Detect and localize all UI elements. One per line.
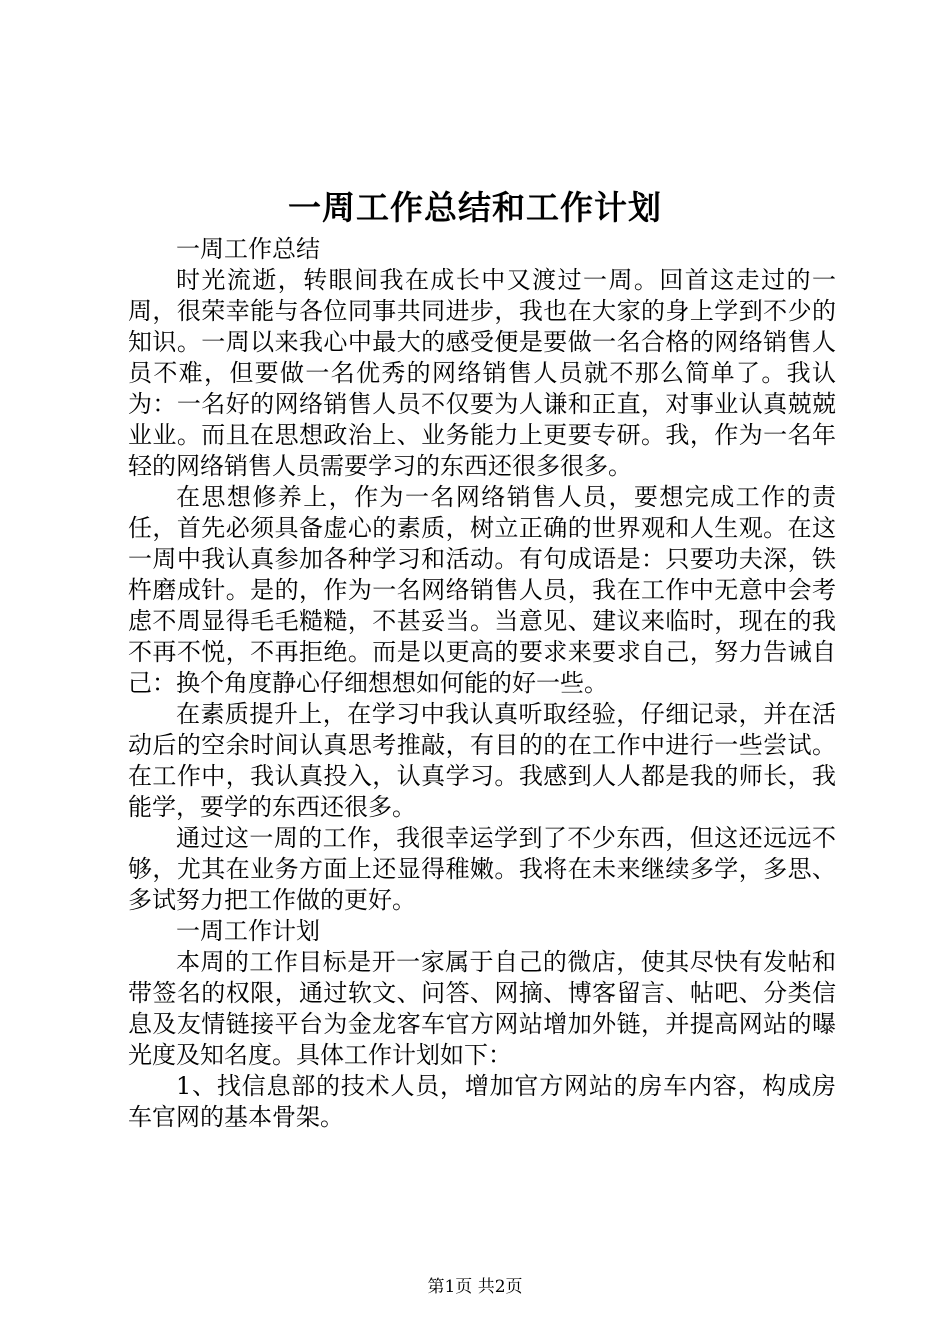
page-footer: 第1页 共2页 — [427, 1277, 523, 1297]
document-body — [128, 234, 836, 1133]
plan-paragraph-1: 本周的工作目标是开一家属于自己的微店，使其尽快有发帖和带签名的权限，通过软文、问答、网摘、博客留言、帖吧、分类信息及友情链接平台为金龙客车官方网站增加外链，并提高网站的曝光度及知名度。具体工作计划如下： — [128, 948, 836, 1069]
summary-paragraph-4: 通过这一周的工作，我很幸运学到了不少东西，但这还远远不够，尤其在业务方面上还显得稚嫩。我将在未来继续多学，多思、多试努力把工作做的更好。 — [128, 824, 836, 914]
summary-paragraph-1: 时光流逝，转眼间我在成长中又渡过一周。回首这走过的一周，很荣幸能与各位同事共同进步，我也在大家的身上学到不少的知识。一周以来我心中最大的感受便是要做一名合格的网络销售人员不难，但要做一名优秀的网络销售人员就不那么简单了。我认为：一名好的网络销售人员不仅要为人谦和正直，对事业认真兢兢业业。而且在思想政治上、业务能力上更要专研。我，作为一名年轻的网络销售人员需要学习的东西还很多很多。 — [128, 266, 836, 480]
section-heading-plan: 一周工作计划 — [176, 917, 320, 945]
summary-paragraph-2: 在思想修养上，作为一名网络销售人员，要想完成工作的责任，首先必须具备虚心的素质，树立正确的世界观和人生观。在这一周中我认真参加各种学习和活动。有句成语是：只要功夫深，铁杵磨成针。是的，作为一名网络销售人员，我在工作中无意中会考虑不周显得毛毛糙糙，不甚妥当。当意见、建议来临时，现在的我不再不悦，不再拒绝。而是以更高的要求来要求自己，努力告诫自己：换个角度静心仔细想想如何能的好一些。 — [128, 483, 836, 697]
summary-paragraph-3: 在素质提升上，在学习中我认真听取经验，仔细记录，并在活动后的空余时间认真思考推敲，有目的的在工作中进行一些尝试。在工作中，我认真投入，认真学习。我感到人人都是我的师长，我能学，要学的东西还很多。 — [128, 700, 836, 821]
plan-item-1: 1、找信息部的技术人员，增加官方网站的房车内容，构成房车官网的基本骨架。 — [128, 1072, 836, 1131]
section-heading-summary: 一周工作总结 — [176, 235, 320, 263]
document-title: 一周工作总结和工作计划 — [288, 188, 662, 227]
